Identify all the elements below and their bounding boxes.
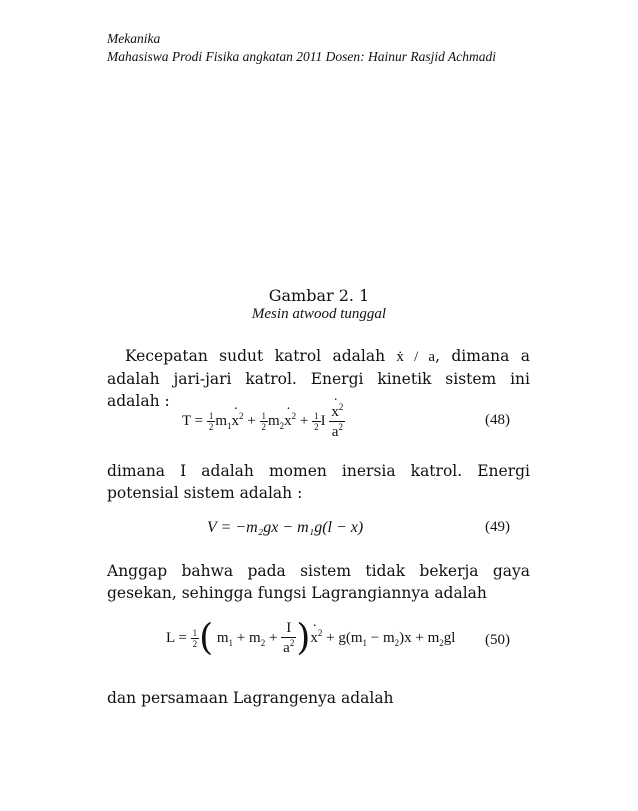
equation-50-number: (50) — [485, 632, 510, 648]
header-subject: Mekanika — [107, 31, 161, 46]
equation-49-number: (49) — [485, 519, 510, 535]
p1-text-before: Kecepatan sudut katrol adalah — [125, 347, 397, 365]
figure-caption-title: Gambar 2. 1 — [268, 286, 370, 305]
paragraph-lagrange-equation: dan persamaan Lagrangenya adalah — [107, 689, 394, 707]
paragraph-lagrangian: Anggap bahwa pada sistem tidak bekerja gaya gesekan, sehingga fungsi Lagrangiannya adalah — [107, 562, 530, 602]
equation-48-number: (48) — [485, 412, 510, 428]
header-course-info: Mahasiswa Prodi Fisika angkatan 2011 Dosen: Hainur Rasjid Achmadi — [107, 49, 496, 64]
p1-inline-math: ẋ / a — [396, 349, 436, 365]
paragraph-potential-energy: dimana I adalah momen inersia katrol. Energi potensial sistem adalah : — [107, 462, 530, 502]
equation-48: T = $\frac{1}{2}$ $m_1\cdot x^2$ + $\frac{1}{2}$ $m_2\cdot x^2$ + $\frac{1}{2}$ I · $\frac{x^2}{a^2}$ — [182, 402, 345, 441]
figure-caption-subtitle: Mesin atwood tunggal — [251, 306, 387, 322]
p1-text-after: , dimana a adalah jari-jari katrol. Energi kinetik sistem ini adalah : — [107, 347, 530, 410]
equation-50: L = $\frac{1}{2}$ ( $m_1 + m_2$ + $\frac{I}{a^2}$ )· $x^2 + g(m_1 - m_2)x + m_2gl$ — [166, 620, 455, 657]
equation-49: V = −m₂gx − m₁g(l − x) — [207, 519, 364, 536]
